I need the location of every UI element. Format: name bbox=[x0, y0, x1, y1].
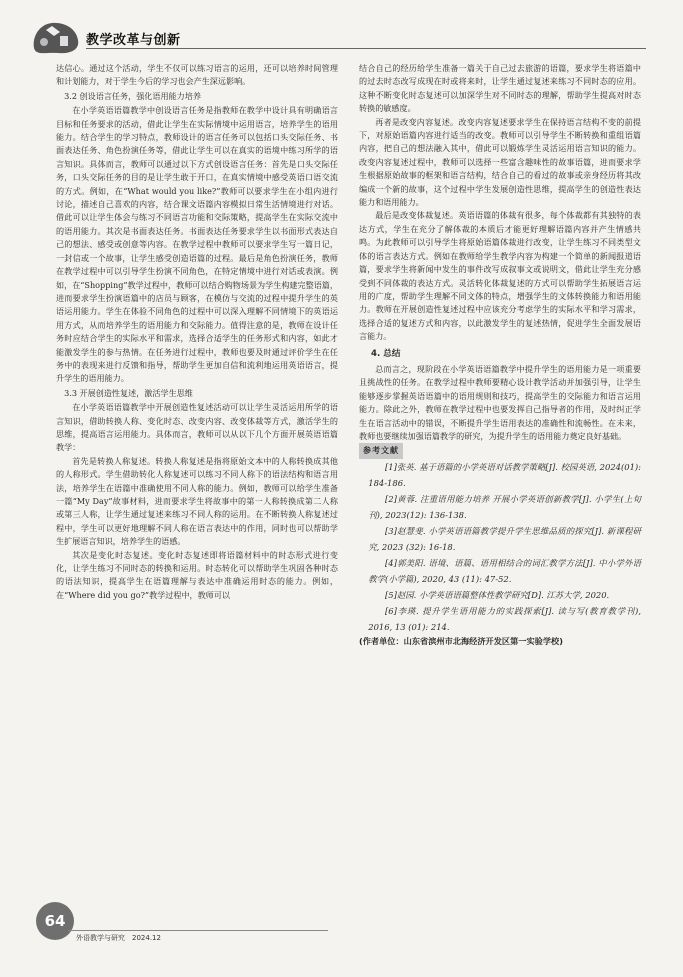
intro-paragraph: 达信心。通过这个活动，学生不仅可以练习语言的运用，还可以培养时间管理和计划能力，对于学生今后的学习也会产生深远影响。 bbox=[56, 63, 338, 87]
reference-item: [5]赵园. 小学英语语篇整体性教学研究[D]. 江苏大学, 2020. bbox=[385, 589, 610, 600]
paragraph-3-2-a: 在小学英语语篇教学中创设语言任务是指教师在教学中设计具有明确语言目标和任务要求的活动，借此让学生在实际情境中运用语言，培养学生的语用能力。结合学生的学习特点，教师设计的语言任务可以包括口头交际任务、书面表达任务、角色扮演任务等，借此让学生可以在真实的语境中练习所学的语言知识。具体而言，教师可以通过以下方式创设语言任务：首先是口头交际任务，口头交际任务的目的是让学生敢于开口，在真实情境中感受英语口语交流的方式。例如，在“What would you like?”教师可以要求学生在小组内进行讨论，描述自己喜欢的内容，结合课文语篇内容模拟日常生活情境进行对话。借此可以让学生体会与练习不同语言功能和交际策略，提高学生在实际交流中的语用能力。其次是书面表达任务。书面表达任务要求学生以书面形式表达自己的想法、感受或创意等内容。在教学过程中教师可以要求学生写一篇日记，一封信或一个故事，让学生感受创造语篇的过程。最后是角色扮演任务，教师在教学过程中可以引导学生扮演不同角色，在特定情境中进行对话或表演。例如，在“Shopping”教学过程中，教师可以结合购物场景为学生构建完整语篇，进而要求学生扮演语篇中的店员与顾客，在模仿与交流的过程中提升学生的英语运用能力。学生在体验不同角色的过程中可以深入理解不同情境下的英语运用方式，从而培养学生的语用能力和交际能力。值得注意的是，教师在设计任务时应结合学生的实际水平和需求，选择合适学生的任务形式和内容，如此才能激发学生的参与热情。在任务进行过程中，教师也要及时通过评价学生在任务中的表现来进行反馈和指导，帮助学生更加自信和流利地运用英语语言，提升学生的语用能力。 bbox=[56, 105, 338, 384]
header-divider bbox=[86, 48, 646, 49]
paragraph-content-retell: 再者是改变内容复述。改变内容复述要求学生在保持语言结构不变的前提下，对原始语篇内容进行适当的改变。教师可以引导学生不断转换和重组语篇内容，把自己的想法融入其中，借此可以锻炼学生灵活运用语言知识的能力。改变内容复述过程中，教师可以选择一些富含趣味性的故事语篇，进而要求学生根据原始故事的框架和语言结构，结合自己的看过的故事或亲身经历将其改编成一个新的故事，这个过程中学生发展创造性思维，提高学生的创造性表达能力和语用能力。 bbox=[359, 116, 641, 208]
paragraph-3-3-b: 首先是转换人称复述。转换人称复述是指将原始文本中的人称转换成其他的人称形式。学生借助转化人称复述可以练习不同人称下的语法结构和语言用法，培养学生在语篇中准确使用不同人称的能力。例如，教师可以给学生准备一篇“My Day”故事材料，进而要求学生将故事中的第一人称转换成第二人称或第三人称，让学生通过复述来练习不同人称的运用。在不断转换人称复述过程中，学生可以更好地理解不同人称在语言表达中的作用，同时也可以帮助学生扩展语言知识，培养学生的语感。 bbox=[56, 455, 338, 547]
page-footer bbox=[36, 902, 336, 942]
author-affiliation: (作者单位：山东省滨州市北海经济开发区第一实验学校) bbox=[359, 635, 563, 646]
journal-logo-icon bbox=[30, 18, 82, 56]
section-3-2-heading: 3.2 创设语言任务，强化语用能力培养 bbox=[64, 90, 201, 101]
journal-issue: 外语教学与研究 2024.12 bbox=[76, 934, 161, 942]
page-header bbox=[30, 18, 650, 58]
reference-item: [4]郭美阳. 语境、语篇、语用相结合的词汇教学方法[J]. 中小学外语教学(小学篇), 2020, 43 (11): 47-52. bbox=[368, 557, 641, 584]
footer-divider bbox=[68, 930, 328, 931]
reference-item: [6]李瑛. 提升学生语用能力的实践探索[J]. 读与写(教育教学刊), 2016, 13 (01): 214. bbox=[368, 605, 641, 632]
reference-item: [1]张英. 基于语篇的小学英语对话教学策略[J]. 校园英语, 2024(01): 184-186. bbox=[368, 461, 641, 488]
references-heading: 参考文献 bbox=[359, 443, 641, 458]
left-column bbox=[56, 62, 338, 602]
right-column bbox=[359, 62, 641, 648]
section-title: 教学改革与创新 bbox=[86, 33, 181, 48]
paragraph-continued: 结合自己的经历给学生准备一篇关于自己过去旅游的语篇，要求学生将语篇中的过去时态改写成现在时或将来时，让学生通过复述来练习不同时态的应用。这种不断变化时态复述可以加深学生对不同时态的理解，帮助学生提高对时态转换的敏感度。 bbox=[359, 63, 641, 114]
conclusion-heading: 4. 总结 bbox=[371, 348, 401, 359]
conclusion-paragraph: 总而言之，现阶段在小学英语语篇教学中提升学生的语用能力是一项重要且挑战性的任务。在教学过程中教师要精心设计教学活动并加强引导，让学生能够逐步掌握英语语篇中的语用规则和技巧，提高学生的交际能力和语言运用能力。除此之外，教师在教学过程中也要发挥自己指导者的作用，及时纠正学生在语言活动中的错误，不断提升学生语用表达的准确性和流畅性。在未来，教师也要继续加强语篇教学的研究，为提升学生的语用能力奠定良好基础。 bbox=[359, 363, 641, 441]
reference-item: [2]黄蓉. 注重语用能力培养 开展小学英语创新教学[J]. 小学生(上旬刊), 2023(12): 136-138. bbox=[368, 493, 641, 520]
paragraph-3-3-c: 其次是变化时态复述。变化时态复述即将语篇材料中的时态形式进行变化，让学生练习不同时态的转换和运用。时态转化可以帮助学生巩固各种时态的语法知识，提高学生在语篇理解与表达中准确运用时态的能力。例如，在“Where did you go?”教学过程中，教师可以 bbox=[56, 549, 338, 600]
page-number: 64 bbox=[36, 902, 74, 940]
paragraph-genre-retell: 最后是改变体裁复述。英语语篇的体裁有很多，每个体裁都有其独特的表达方式，学生在充分了解体裁的本质后才能更好理解语篇内容并产生情感共鸣。为此教师可以引导学生将原始语篇体裁进行改变，让学生练习不同类型文体的语言表达方式。例如在教师给学生教学内容为构建一个简单的新闻报道语篇，要求学生将新闻中发生的事件改写成叙事文或说明文，借此让学生充分感受到不同体裁的表达方式。灵活转化体裁复述的方式可以帮助学生拓展语言运用的广度，帮助学生理解不同文体的特点，增强学生的文体转换能力和语用能力。教师在开展创造性复述过程中应该充分考虑学生的实际水平和学习需求，选择合适的复述方式和内容，以此激发学生的复述热情，促进学生全面发展语言能力。 bbox=[359, 210, 641, 342]
section-3-3-heading: 3.3 开展创造性复述，激活学生思维 bbox=[64, 387, 193, 398]
reference-item: [3]赵慧斐. 小学英语语篇教学提升学生思维品质的探究[J]. 新课程研究, 2023 (32): 16-18. bbox=[368, 525, 641, 552]
paragraph-3-3-a: 在小学英语语篇教学中开展创造性复述活动可以让学生灵活运用所学的语言知识，借助转换人称、变化时态、改变内容、改变体裁等方式，激活学生的思维，提高语言运用能力。具体而言，教师可以从以下几个方面开展英语语篇教学： bbox=[56, 402, 338, 453]
